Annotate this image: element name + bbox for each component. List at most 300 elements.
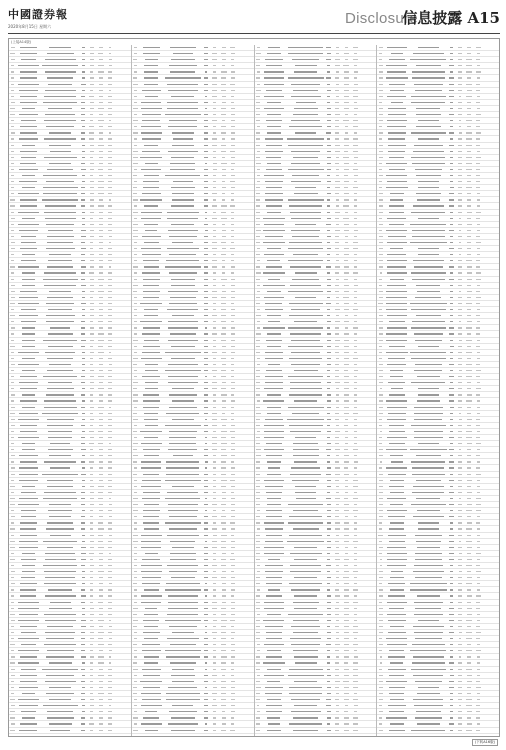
table-cell [90, 108, 95, 109]
table-cell [288, 327, 323, 328]
table-cell [267, 53, 282, 54]
table-cell [231, 614, 236, 615]
table-cell [20, 675, 37, 676]
table-cell [221, 151, 226, 152]
table-cell [81, 285, 86, 286]
table-cell [295, 437, 317, 438]
table-cell [327, 248, 331, 249]
table-cell [205, 230, 208, 231]
table-cell [450, 254, 454, 255]
table-cell [204, 571, 208, 572]
table-cell [204, 620, 209, 621]
table-cell [108, 510, 111, 511]
table-cell [256, 59, 260, 60]
table-cell [476, 638, 480, 639]
table-cell [295, 65, 317, 66]
table-cell [335, 321, 340, 322]
table-cell [108, 486, 112, 487]
table-cell [379, 260, 383, 261]
table-cell [108, 96, 112, 97]
table-cell [133, 583, 137, 584]
table-cell [467, 205, 471, 206]
table-cell [21, 669, 36, 670]
table-cell [82, 157, 85, 158]
table-cell [11, 571, 15, 572]
table-cell [98, 333, 104, 334]
table-cell [90, 595, 93, 596]
table-cell [205, 218, 208, 219]
table-cell [20, 583, 37, 584]
table-cell [327, 547, 331, 548]
table-cell [449, 132, 453, 133]
table-cell [293, 443, 317, 444]
table-cell [108, 669, 111, 670]
table-cell [476, 71, 481, 72]
table-cell [133, 419, 137, 420]
table-cell [379, 705, 382, 706]
table-cell [46, 656, 74, 657]
table-cell [222, 120, 225, 121]
table-cell [450, 120, 453, 121]
table-cell [10, 541, 14, 542]
table-cell [257, 571, 260, 572]
table-cell [467, 461, 471, 462]
table-cell [390, 522, 404, 523]
table-cell [379, 492, 383, 493]
table-cell [293, 528, 319, 529]
table-cell [326, 449, 331, 450]
table-cell [18, 608, 39, 609]
table-cell [466, 340, 472, 341]
table-cell [108, 467, 112, 468]
table-cell [231, 90, 235, 91]
table-cell [81, 492, 85, 493]
table-cell [81, 437, 85, 438]
table-cell [466, 364, 472, 365]
table-cell [172, 315, 194, 316]
table-cell [336, 199, 339, 200]
table-cell [289, 425, 323, 426]
table-cell [458, 486, 462, 487]
table-cell [99, 59, 104, 60]
table-cell [134, 577, 137, 578]
table-cell [458, 425, 462, 426]
table-cell [256, 279, 260, 280]
table-cell [44, 138, 76, 139]
table-cell [458, 376, 462, 377]
table-cell [390, 492, 404, 493]
table-cell [204, 120, 208, 121]
table-cell [336, 455, 339, 456]
table-cell [22, 327, 35, 328]
table-cell [221, 474, 226, 475]
table-cell [336, 486, 339, 487]
table-cell [142, 699, 161, 700]
table-cell [265, 199, 282, 200]
table-cell [141, 108, 162, 109]
table-cell [169, 626, 197, 627]
table-cell [467, 474, 472, 475]
table-cell [265, 626, 283, 627]
table-cell [458, 199, 463, 200]
table-cell [379, 693, 384, 694]
table-cell [293, 114, 319, 115]
table-cell [345, 419, 349, 420]
table-cell [413, 571, 444, 572]
table-cell [336, 425, 339, 426]
table-cell [221, 480, 227, 481]
table-cell [44, 272, 76, 273]
table-cell [477, 382, 480, 383]
table-cell [289, 687, 322, 688]
table-cell [379, 669, 382, 670]
table-cell [18, 364, 39, 365]
table-cell [19, 382, 39, 383]
table-cell [231, 711, 235, 712]
table-cell [19, 230, 38, 231]
table-cell [477, 559, 480, 560]
table-cell [380, 656, 383, 657]
table-cell [450, 455, 453, 456]
table-cell [379, 53, 382, 54]
table-cell [82, 212, 85, 213]
table-cell [256, 608, 260, 609]
table-cell [467, 522, 472, 523]
table-cell [170, 333, 196, 334]
table-cell [171, 96, 194, 97]
table-cell [222, 400, 226, 401]
table-cell [204, 303, 208, 304]
table-cell [133, 626, 137, 627]
table-cell [221, 437, 226, 438]
table-cell [142, 352, 160, 353]
table-cell [169, 516, 198, 517]
table-cell [82, 126, 85, 127]
table-cell [204, 53, 207, 54]
table-cell [477, 248, 480, 249]
table-cell [11, 626, 14, 627]
table-cell [379, 681, 383, 682]
table-cell [354, 199, 357, 200]
table-cell [231, 583, 235, 584]
table-cell [386, 291, 407, 292]
table-cell [213, 431, 216, 432]
table-cell [344, 102, 349, 103]
table-cell [231, 230, 234, 231]
table-cell [335, 370, 339, 371]
table-cell [477, 528, 480, 529]
table-cell [47, 711, 73, 712]
table-cell [10, 504, 14, 505]
table-cell [327, 212, 330, 213]
table-cell [145, 608, 158, 609]
table-cell [81, 504, 85, 505]
table-cell [231, 498, 235, 499]
table-cell [354, 303, 357, 304]
table-cell [109, 620, 112, 621]
table-cell [134, 333, 138, 334]
table-cell [326, 77, 331, 78]
table-cell [458, 248, 462, 249]
table-cell [379, 199, 384, 200]
table-cell [353, 358, 357, 359]
table-cell [167, 565, 198, 566]
table-cell [204, 77, 208, 78]
table-cell [11, 669, 15, 670]
table-cell [231, 285, 235, 286]
table-cell [459, 638, 462, 639]
table-cell [204, 309, 207, 310]
table-cell [379, 474, 383, 475]
table-cell [19, 169, 38, 170]
column-rows [9, 45, 131, 736]
table-cell [344, 84, 349, 85]
table-cell [256, 254, 260, 255]
table-cell [459, 321, 462, 322]
table-cell [379, 407, 383, 408]
table-cell [256, 553, 260, 554]
table-cell [415, 559, 443, 560]
table-cell [81, 163, 85, 164]
table-cell [450, 486, 453, 487]
table-cell [256, 230, 261, 231]
table-cell [327, 656, 330, 657]
table-cell [20, 528, 36, 529]
table-cell [222, 571, 226, 572]
table-cell [344, 455, 349, 456]
table-cell [168, 321, 199, 322]
table-cell [379, 254, 383, 255]
table-cell [11, 638, 14, 639]
table-cell [133, 443, 138, 444]
table-cell [213, 236, 216, 237]
table-cell [466, 437, 472, 438]
table-cell [213, 303, 216, 304]
table-cell [265, 565, 284, 566]
table-cell [99, 437, 103, 438]
table-cell [21, 492, 36, 493]
table-cell [134, 486, 137, 487]
table-cell [459, 541, 462, 542]
table-cell [98, 492, 103, 493]
table-cell [108, 577, 113, 578]
table-cell [336, 547, 339, 548]
table-cell [19, 315, 37, 316]
table-cell [458, 114, 462, 115]
table-cell [413, 260, 443, 261]
table-cell [204, 565, 208, 566]
table-cell [411, 309, 445, 310]
table-cell [414, 431, 444, 432]
table-cell [81, 333, 85, 334]
table-cell [108, 730, 112, 731]
table-cell [264, 553, 283, 554]
table-cell [256, 662, 261, 663]
table-cell [231, 145, 235, 146]
table-cell [418, 47, 439, 48]
table-cell [170, 169, 195, 170]
table-cell [386, 187, 408, 188]
masthead-rule [8, 33, 500, 34]
table-cell [205, 437, 208, 438]
table-cell [221, 656, 227, 657]
table-cell [109, 553, 112, 554]
table-cell [10, 205, 15, 206]
table-cell [477, 77, 480, 78]
table-cell [354, 394, 358, 395]
table-cell [467, 413, 471, 414]
table-cell [144, 638, 158, 639]
table-cell [42, 413, 77, 414]
table-cell [221, 522, 226, 523]
table-cell [213, 711, 216, 712]
table-cell [327, 272, 330, 273]
table-cell [458, 260, 462, 261]
table-cell [90, 589, 93, 590]
table-cell [213, 687, 217, 688]
table-cell [21, 242, 36, 243]
continued-footer: (下转A16版) [472, 739, 498, 746]
table-cell [353, 272, 357, 273]
table-cell [82, 65, 85, 66]
table-cell [231, 236, 234, 237]
table-cell [169, 303, 197, 304]
table-cell [458, 346, 461, 347]
table-cell [221, 53, 226, 54]
table-cell [133, 541, 138, 542]
table-cell [90, 559, 93, 560]
table-cell [267, 346, 280, 347]
table-cell [42, 65, 78, 66]
table-cell [134, 218, 137, 219]
table-cell [98, 53, 103, 54]
table-cell [43, 175, 78, 176]
table-cell [264, 388, 283, 389]
table-cell [231, 224, 234, 225]
table-cell [108, 254, 112, 255]
table-cell [476, 498, 481, 499]
table-cell [165, 77, 200, 78]
table-cell [47, 650, 74, 651]
table-cell [212, 145, 217, 146]
table-cell [134, 595, 137, 596]
table-cell [231, 662, 234, 663]
table-cell [48, 510, 72, 511]
table-cell [82, 370, 85, 371]
table-column-3 [255, 45, 378, 736]
table-cell [10, 486, 15, 487]
table-cell [99, 717, 103, 718]
table-cell [264, 547, 283, 548]
table-cell [477, 53, 480, 54]
table-cell [466, 138, 472, 139]
table-cell [108, 315, 112, 316]
table-cell [90, 571, 93, 572]
table-cell [221, 370, 226, 371]
table-cell [344, 565, 348, 566]
table-cell [82, 77, 85, 78]
table-cell [354, 114, 358, 115]
table-cell [82, 662, 85, 663]
table-cell [467, 662, 471, 663]
table-cell [133, 59, 137, 60]
table-cell [144, 309, 158, 310]
table-cell [379, 577, 384, 578]
table-cell [11, 467, 15, 468]
table-cell [450, 315, 454, 316]
table-cell [81, 187, 85, 188]
table-cell [213, 522, 217, 523]
table-cell [44, 614, 75, 615]
table-cell [99, 413, 103, 414]
table-cell [213, 498, 216, 499]
table-cell [476, 163, 480, 164]
table-cell [476, 291, 480, 292]
table-cell [344, 309, 348, 310]
table-cell [289, 723, 322, 724]
table-cell [90, 340, 95, 341]
table-cell [204, 656, 208, 657]
table-cell [11, 388, 14, 389]
table-cell [49, 163, 71, 164]
table-cell [287, 138, 323, 139]
table-cell [81, 327, 85, 328]
table-cell [263, 327, 284, 328]
table-cell [266, 455, 282, 456]
table-cell [46, 126, 73, 127]
table-cell [221, 205, 227, 206]
table-cell [288, 291, 323, 292]
table-cell [108, 138, 112, 139]
table-cell [169, 711, 197, 712]
table-cell [327, 681, 330, 682]
table-cell [81, 407, 85, 408]
table-cell [344, 321, 349, 322]
table-cell [167, 492, 198, 493]
table-cell [168, 504, 198, 505]
table-cell [231, 77, 235, 78]
table-cell [90, 528, 93, 529]
table-cell [81, 303, 86, 304]
table-cell [47, 480, 73, 481]
table-cell [327, 602, 331, 603]
table-cell [449, 614, 454, 615]
table-cell [450, 260, 453, 261]
table-cell [212, 242, 216, 243]
table-cell [98, 620, 103, 621]
table-cell [98, 547, 103, 548]
table-cell [379, 230, 382, 231]
table-cell [477, 151, 480, 152]
table-cell [344, 352, 350, 353]
table-cell [44, 571, 76, 572]
table-cell [204, 346, 208, 347]
table-cell [109, 59, 112, 60]
table-cell [353, 47, 357, 48]
table-cell [171, 730, 195, 731]
table-cell [411, 272, 445, 273]
table-cell [213, 169, 217, 170]
table-cell [389, 650, 404, 651]
table-cell [476, 419, 480, 420]
table-cell [327, 193, 331, 194]
table-cell [204, 224, 208, 225]
table-cell [458, 212, 462, 213]
table-cell [44, 400, 76, 401]
table-cell [221, 449, 226, 450]
table-cell [354, 400, 357, 401]
table-cell [133, 693, 137, 694]
